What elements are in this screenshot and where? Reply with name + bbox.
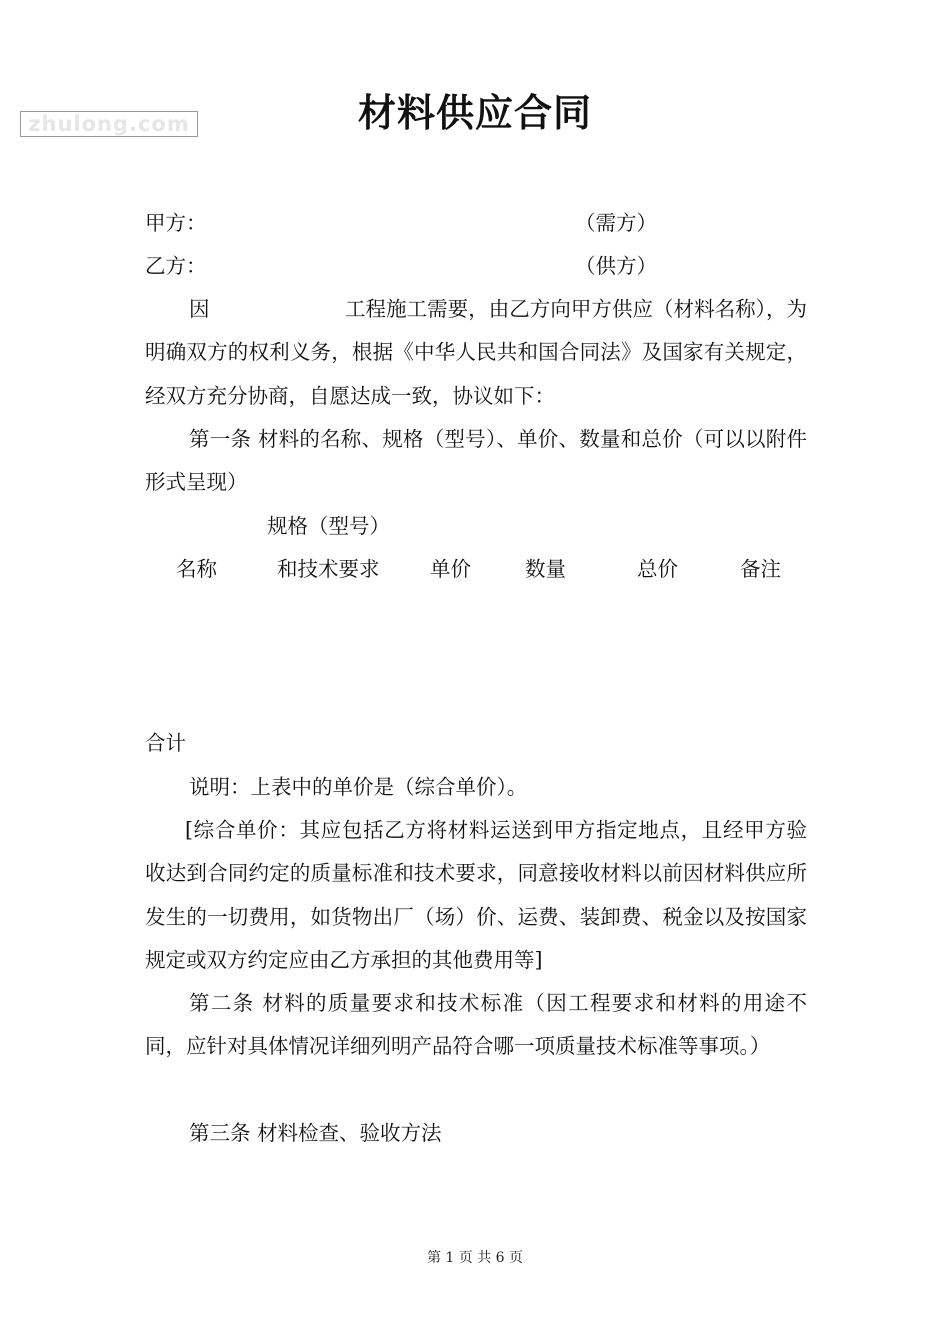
document-title: 材料供应合同 (357, 91, 592, 135)
table-total-label: 合计 (145, 731, 186, 755)
table-col-total-price: 总价 (637, 557, 678, 581)
table-col-remarks: 备注 (740, 557, 781, 581)
page-footer: 第 1 页 共 6 页 (426, 1250, 524, 1266)
table-spec-header: 规格（型号） (267, 514, 390, 538)
article-3: 第三条 材料检查、验收方法 (189, 1121, 442, 1145)
party-b-role: （供方） (575, 254, 657, 278)
table-col-spec: 和技术要求 (277, 557, 380, 581)
party-a-label: 甲方： (145, 211, 207, 235)
table-col-quantity: 数量 (525, 557, 566, 581)
unit-price-note: 说明：上表中的单价是（综合单价）。 (189, 775, 528, 799)
article-2: 第二条 材料的质量要求和技术标准（因工程要求和材料的用途不同，应针对具体情况详细列明产品符合哪一项质量技术标准等事项。） (145, 991, 807, 1059)
party-b-label: 乙方： (145, 254, 207, 278)
intro-paragraph: 工程施工需要，由乙方向甲方供应（材料名称），为明确双方的权利义务，根据《中华人民共和国合同法》及国家有关规定，经双方充分协商，自愿达成一致，协议如下： (145, 297, 807, 408)
party-a-role: （需方） (575, 211, 657, 235)
table-col-name: 名称 (176, 557, 217, 581)
unit-price-definition: [综合单价：其应包括乙方将材料运送到甲方指定地点，且经甲方验收达到合同约定的质量标准和技术要求，同意接收材料以前因材料供应所发生的一切费用，如货物出厂（场）价、运费、装卸费、税金以及按国家规定或双方约定应由乙方承担的其他费用等] (145, 818, 807, 972)
table-col-unit-price: 单价 (430, 557, 471, 581)
watermark-text: zhulong.com (28, 112, 190, 136)
article-1: 第一条 材料的名称、规格（型号）、单价、数量和总价（可以以附件形式呈现） (145, 427, 807, 495)
intro-prefix: 因 (189, 297, 210, 321)
